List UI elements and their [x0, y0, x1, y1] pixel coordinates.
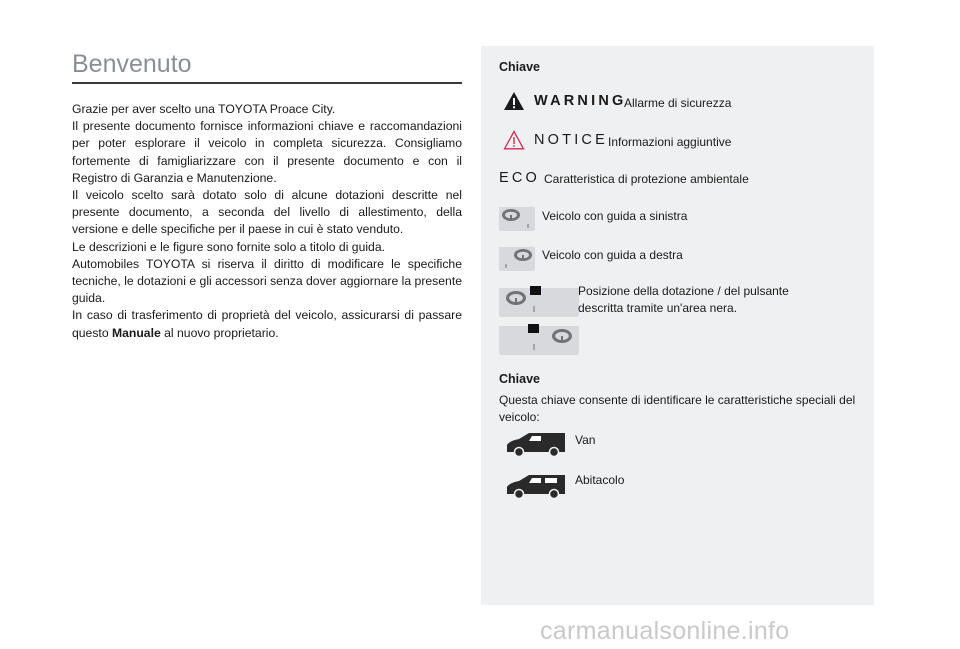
- eco-description: Caratteristica di protezione ambientale: [544, 172, 749, 186]
- title-rule: [72, 82, 462, 84]
- watermark: carmanualsonline.info: [540, 617, 790, 645]
- van-icon: [505, 432, 567, 458]
- intro-paragraph-last: [72, 307, 462, 341]
- rhd-description: Veicolo con guida a destra: [542, 248, 683, 262]
- intro-paragraph: Il veicolo scelto sarà dotato solo di alcune dotazioni descritte nel presente documento, a seconda del livello di allestimento, della versione e delle specifiche per il paese in cui è stato venduto.: [72, 188, 462, 237]
- intro-paragraph: Automobiles TOYOTA si riserva il diritto di modificare le specifiche tecniche, le dotazioni e gli accessori senza dover aggiornare la presente guida.: [72, 256, 462, 306]
- right-hand-drive-icon: [499, 244, 535, 272]
- cab-label: Abitacolo: [575, 473, 625, 487]
- intro-text: [72, 101, 462, 342]
- manual-bold: Manuale: [111, 325, 161, 340]
- warning-icon: [503, 91, 525, 111]
- notice-label: NOTICE: [534, 132, 608, 148]
- position-description-1: Posizione della dotazione / del pulsante: [578, 284, 789, 298]
- position-rhd-icon: [499, 322, 579, 356]
- page-title: Benvenuto: [72, 50, 192, 78]
- key-panel: [481, 46, 874, 605]
- panel-heading-2: Chiave: [499, 372, 540, 386]
- position-lhd-icon: [499, 284, 579, 318]
- eco-label: ECO: [499, 170, 541, 186]
- key-description: Questa chiave consente di identificare le caratteristiche speciali del veicolo:: [499, 393, 856, 424]
- position-description-2: descritta tramite un'area nera.: [578, 301, 738, 315]
- panel-heading: Chiave: [499, 60, 540, 74]
- van-label: Van: [575, 433, 596, 447]
- notice-icon: [503, 130, 525, 150]
- notice-description: Informazioni aggiuntive: [608, 135, 732, 149]
- warning-label: WARNING: [534, 93, 627, 109]
- intro-last-end: al nuovo proprietario.: [160, 325, 279, 340]
- intro-paragraph: Le descrizioni e le figure sono fornite solo a titolo di guida.: [72, 239, 386, 254]
- intro-paragraph: Grazie per aver scelto una TOYOTA Proace City.: [72, 102, 336, 116]
- lhd-description: Veicolo con guida a sinistra: [542, 209, 688, 223]
- intro-last-text: In caso di trasferimento di proprietà del veicolo, assicurarsi di passare questo: [72, 308, 462, 340]
- left-hand-drive-icon: [499, 204, 535, 232]
- warning-description: Allarme di sicurezza: [624, 96, 732, 110]
- cab-icon: [505, 474, 567, 500]
- intro-paragraph: Il presente documento fornisce informazioni chiave e raccomandazioni per poter esplorare il veicolo in completa sicurezza. Consigliamo fortemente di famigliarizzare con il presente documento e con il Registro di Garanzia e Manutenzione.: [72, 119, 462, 185]
